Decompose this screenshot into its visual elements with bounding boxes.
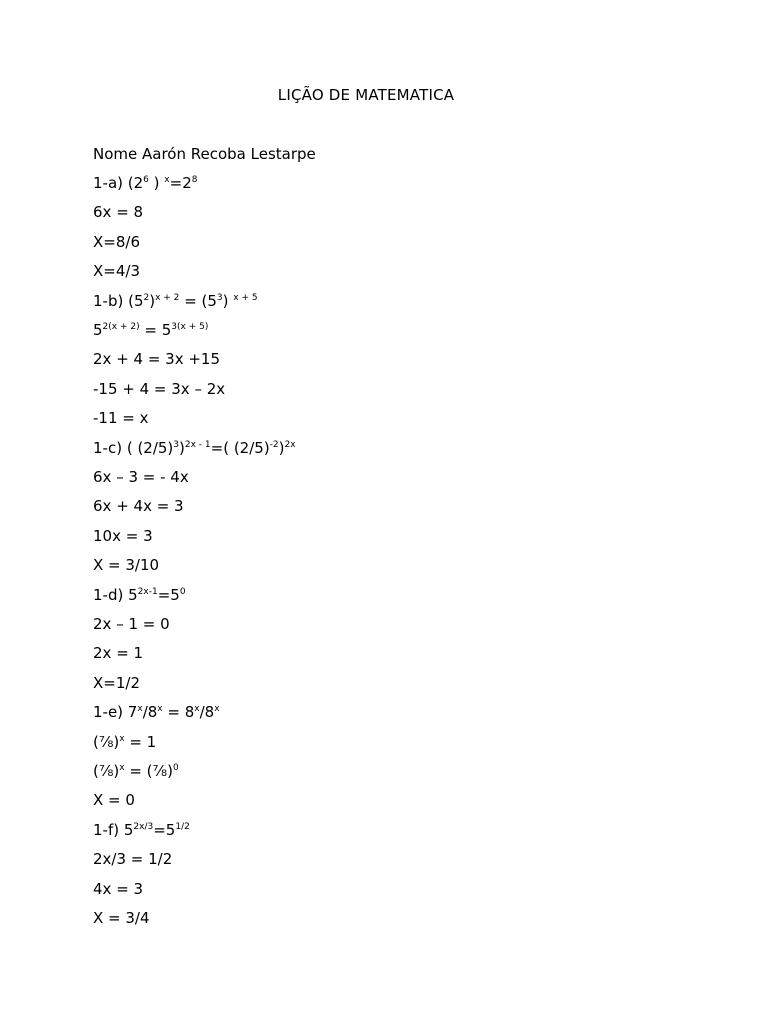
math-line (93, 849, 172, 869)
math-line (93, 585, 186, 605)
math-text: X=8/6 (93, 232, 140, 251)
math-text: X = 3/10 (93, 556, 160, 575)
math-text: = 8 (162, 703, 195, 722)
math-text: 2x/3 = 1/2 (93, 850, 173, 869)
math-text: 10x = 3 (93, 526, 153, 545)
math-line (93, 820, 190, 840)
math-line (93, 408, 148, 428)
math-text: 2x + 4 = 3x +15 (93, 350, 221, 369)
math-text: X = 3/4 (93, 909, 150, 927)
document-title: LIÇÃO DE MATEMATICA (277, 86, 455, 104)
math-text: X=1/2 (93, 673, 140, 692)
math-line (93, 908, 150, 928)
math-text: 4x = 3 (93, 879, 144, 898)
math-exponent: 6 (143, 175, 149, 185)
math-text: /8 (199, 703, 215, 722)
math-line (93, 673, 140, 693)
math-line (93, 496, 184, 516)
math-text: = (⅞) (124, 762, 173, 780)
math-line (93, 467, 189, 487)
math-text: = (5 (179, 291, 217, 310)
math-text: (⅞) (93, 762, 120, 780)
math-text: 2x = 1 (93, 644, 144, 663)
math-text: 6x + 4x = 3 (93, 497, 184, 516)
math-exponent: 2x/3 (133, 821, 154, 832)
math-line (93, 643, 143, 663)
math-exponent: -2 (269, 439, 279, 450)
math-text: X=4/3 (93, 262, 140, 281)
math-text: 1-b) (5 (93, 291, 144, 310)
math-line (93, 291, 258, 311)
math-exponent: x (157, 704, 163, 715)
math-line (93, 173, 197, 193)
math-text: 5 (93, 321, 103, 339)
math-line (93, 702, 220, 722)
math-text: ) (278, 438, 285, 457)
math-text: 2x – 1 = 0 (93, 615, 170, 633)
math-exponent: 0 (172, 763, 179, 773)
math-exponent: 3 (173, 439, 180, 450)
math-text: 1-f) 5 (93, 820, 134, 839)
math-exponent: 2 (143, 292, 150, 303)
math-line (93, 232, 140, 252)
math-line (93, 761, 179, 781)
math-line (93, 614, 170, 634)
math-text: 6x = 8 (93, 203, 144, 222)
math-text: /8 (142, 703, 158, 722)
math-text: 1-d) 5 (93, 585, 138, 604)
math-line (93, 555, 159, 575)
math-exponent: 3(x + 5) (171, 322, 209, 332)
math-line (93, 320, 208, 340)
math-text: 6x – 3 = - 4x (93, 468, 189, 486)
math-exponent: x (164, 175, 170, 185)
math-line (93, 879, 143, 899)
math-text: -15 + 4 = 3x – 2x (93, 379, 226, 398)
math-text: =5 (157, 585, 180, 604)
student-name-line: Nome Aarón Recoba Lestarpe (93, 145, 316, 163)
math-text: =5 (153, 820, 176, 839)
math-exponent: x (119, 763, 125, 773)
math-text: ) (149, 291, 156, 310)
math-text: =2 (169, 174, 192, 192)
math-exponent: x (137, 704, 143, 715)
math-text: = 5 (139, 321, 172, 339)
math-exponent: 2x - 1 (184, 439, 211, 450)
math-line (93, 202, 143, 222)
math-exponent: 2x-1 (137, 586, 158, 597)
math-exponent: x (214, 704, 220, 715)
math-exponent: 0 (179, 586, 186, 597)
math-text: =( (2/5) (210, 438, 270, 457)
math-text: -11 = x (93, 409, 149, 428)
math-text: 1-c) ( (2/5) (93, 438, 174, 457)
math-exponent: 2x (284, 439, 296, 450)
math-line (93, 438, 296, 458)
math-text: 1-e) 7 (93, 703, 138, 722)
math-exponent: x + 2 (155, 292, 180, 303)
math-text: 1-a) (2 (93, 174, 144, 192)
math-exponent: x + 5 (233, 292, 258, 303)
math-line (93, 790, 135, 810)
math-line (93, 732, 156, 752)
math-text: (⅞) (93, 732, 120, 751)
math-exponent: 8 (191, 175, 198, 185)
math-exponent: 1/2 (175, 821, 190, 832)
math-line (93, 379, 225, 399)
math-text: = 1 (124, 732, 157, 751)
math-exponent: 3 (216, 292, 223, 303)
math-exponent: x (194, 704, 200, 715)
math-line (93, 526, 153, 546)
math-text: ) (148, 174, 165, 192)
math-text: X = 0 (93, 791, 135, 810)
math-exponent: x (119, 733, 125, 744)
math-line (93, 349, 220, 369)
math-text: ) (179, 438, 185, 457)
math-exponent: 2(x + 2) (102, 322, 140, 332)
math-line (93, 261, 140, 281)
math-text: ) (222, 291, 234, 310)
